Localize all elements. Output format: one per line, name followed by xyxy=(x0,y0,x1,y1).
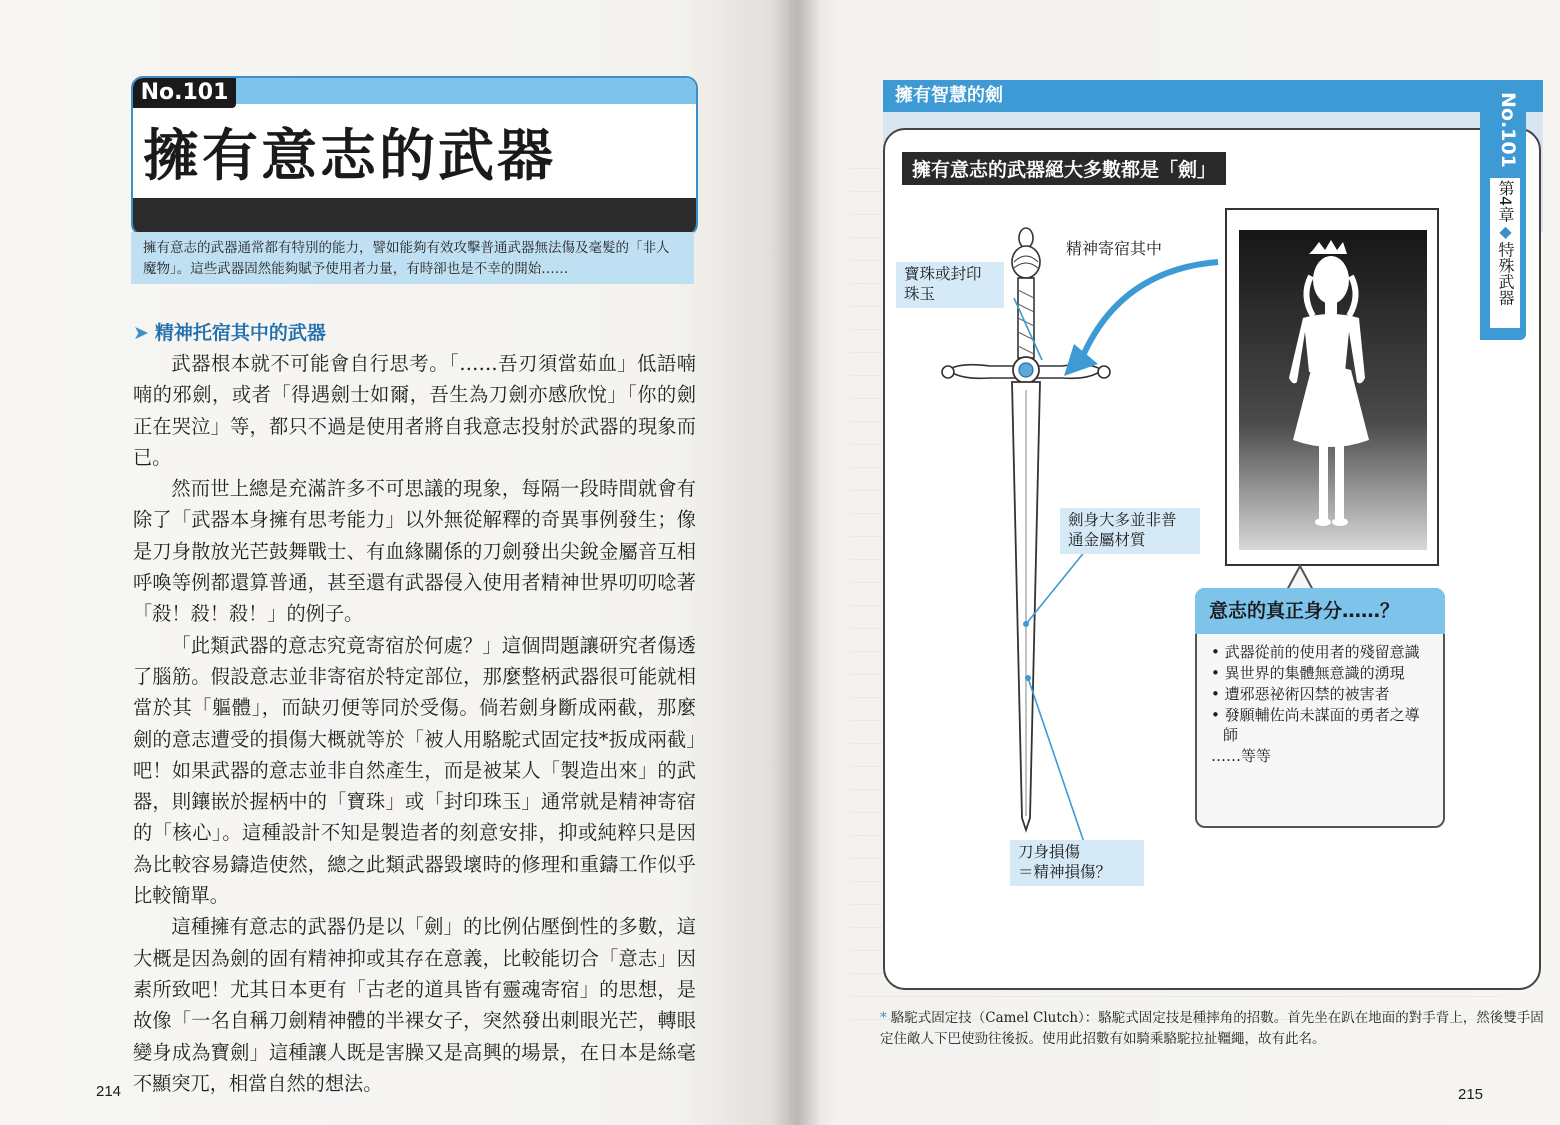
callout-damage-text: 刀身損傷 ＝精神損傷？ xyxy=(1018,844,1112,881)
chapter-label xyxy=(1494,180,1517,305)
callout-blade xyxy=(1060,508,1200,554)
list-item: • 遭邪惡祕術囚禁的被害者 xyxy=(1211,684,1431,704)
entry-header xyxy=(131,76,698,236)
list-item: • 異世界的集體無意識的湧現 xyxy=(1211,663,1431,683)
note-title: 意志的真正身分……？ xyxy=(1195,588,1445,634)
footnote xyxy=(880,1008,1550,1050)
footnote-text: 駱駝式固定技（Camel Clutch）：駱駝式固定技是種摔角的招數。首先坐在趴在地面的對手背上，然後雙手固定住敵人下巴使勁往後扳。使用此招數有如騎乘駱駝拉扯韁繩，故有此名。 xyxy=(880,1010,1544,1047)
callout-gem xyxy=(896,262,1004,308)
paragraph: 然而世上總是充滿許多不可思議的現象，每隔一段時間就會有除了「武器本身擁有思考能力」以外無從解釋的奇異事例發生；像是刀身散放光芒鼓舞戰士、有血緣關係的刀劍發出尖銳金屬音互相呼喚等例都還算普通，甚至還有武器侵入使用者精神世界叨叨唸著「殺！殺！殺！」的例子。 xyxy=(133,477,696,626)
paragraph: 武器根本就不可能會自行思考。「……吾刃須當茹血」低語喃喃的邪劍，或者「得遇劍士如爾，吾生為刀劍亦感欣悅」「你的劍正在哭泣」等，都只不過是使用者將自我意志投射於武器的現象而已。 xyxy=(133,352,696,469)
body-text xyxy=(133,348,696,1099)
frame-label: 擁有意志的武器絕大多數都是「劍」 xyxy=(902,152,1226,185)
book-gutter xyxy=(770,0,820,1125)
portrait-frame xyxy=(1225,208,1439,566)
arrow-head-icon xyxy=(1064,344,1098,376)
diamond-icon: ◆ xyxy=(1496,222,1515,242)
note-tail: ……等等 xyxy=(1211,747,1272,765)
entry-number: No.101 xyxy=(133,78,236,108)
spirit-arrow xyxy=(1050,240,1230,390)
header-dark-band xyxy=(133,198,696,234)
arrow-icon: ➤ xyxy=(133,322,149,344)
identity-note xyxy=(1195,588,1445,828)
footnote-mark: * xyxy=(880,1010,887,1026)
callout-spirit: 精神寄宿其中 xyxy=(1066,241,1163,258)
paragraph: 「此類武器的意志究竟寄宿於何處？」這個問題讓研究者傷透了腦筋。假設意志並非寄宿於特定部位，那麼整柄武器很可能就相當於其「軀體」，而缺刃便等同於受傷。倘若劍身斷成兩截，那麼劍的意志遭受的損傷大概就等於「被人用駱駝式固定技*扳成兩截」吧！如果武器的意志並非自然產生，而是被某人「製造出來」的武器，則鑲嵌於握柄中的「寶珠」或「封印珠玉」通常就是精神寄宿的「核心」。這種設計不知是製造者的刻意安排，抑或純粹只是因為比較容易鑄造使然，總之此類武器毀壞時的修理和重鑄工作似乎比較簡單。 xyxy=(133,633,696,908)
side-entry-number: No.101 xyxy=(1497,92,1519,168)
callout-blade-text: 劍身大多並非普 通金屬材質 xyxy=(1068,512,1177,549)
paragraph: 這種擁有意志的武器仍是以「劍」的比例佔壓倒性的多數，這大概是因為劍的固有精神抑或其存在意義，比較能切合「意志」因素所致吧！尤其日本更有「古老的道具皆有靈魂寄宿」的思想，是故像「一名自稱刀劍精神體的半裸女子，突然發出刺眼光芒，轉眼變身成為寶劍」這種讓人既是害臊又是高興的場景，在日本是絲毫不顯突兀，相當自然的想法。 xyxy=(133,915,696,1095)
right-page xyxy=(790,0,1560,1125)
section-heading-text: 精神托宿其中的武器 xyxy=(154,322,326,344)
page-title: 擁有意志的武器 xyxy=(143,124,556,189)
list-item: • 發願輔佐尚未謀面的勇者之導師 xyxy=(1211,705,1431,745)
header-accent-bar xyxy=(236,78,696,104)
silhouette-illustration xyxy=(1227,210,1437,564)
section-heading xyxy=(133,318,326,345)
page-number-left: 214 xyxy=(96,1083,122,1100)
chapter-name: 特殊武器 xyxy=(1496,241,1515,306)
diagram-title: 擁有智慧的劍 xyxy=(883,80,1543,112)
page-number-right: 215 xyxy=(1458,1086,1484,1103)
list-item: • 武器從前的使用者的殘留意識 xyxy=(1211,642,1431,662)
callout-gem-text: 寶珠或封印 珠玉 xyxy=(904,266,982,303)
note-list xyxy=(1211,642,1431,766)
entry-summary: 擁有意志的武器通常都有特別的能力，譬如能夠有效攻擊普通武器無法傷及毫髮的「非人魔物」。這些武器固然能夠賦予使用者力量，有時卻也是不幸的開始…… xyxy=(131,232,694,284)
chapter-number: 第4章 xyxy=(1496,180,1515,223)
callout-damage xyxy=(1010,840,1144,886)
